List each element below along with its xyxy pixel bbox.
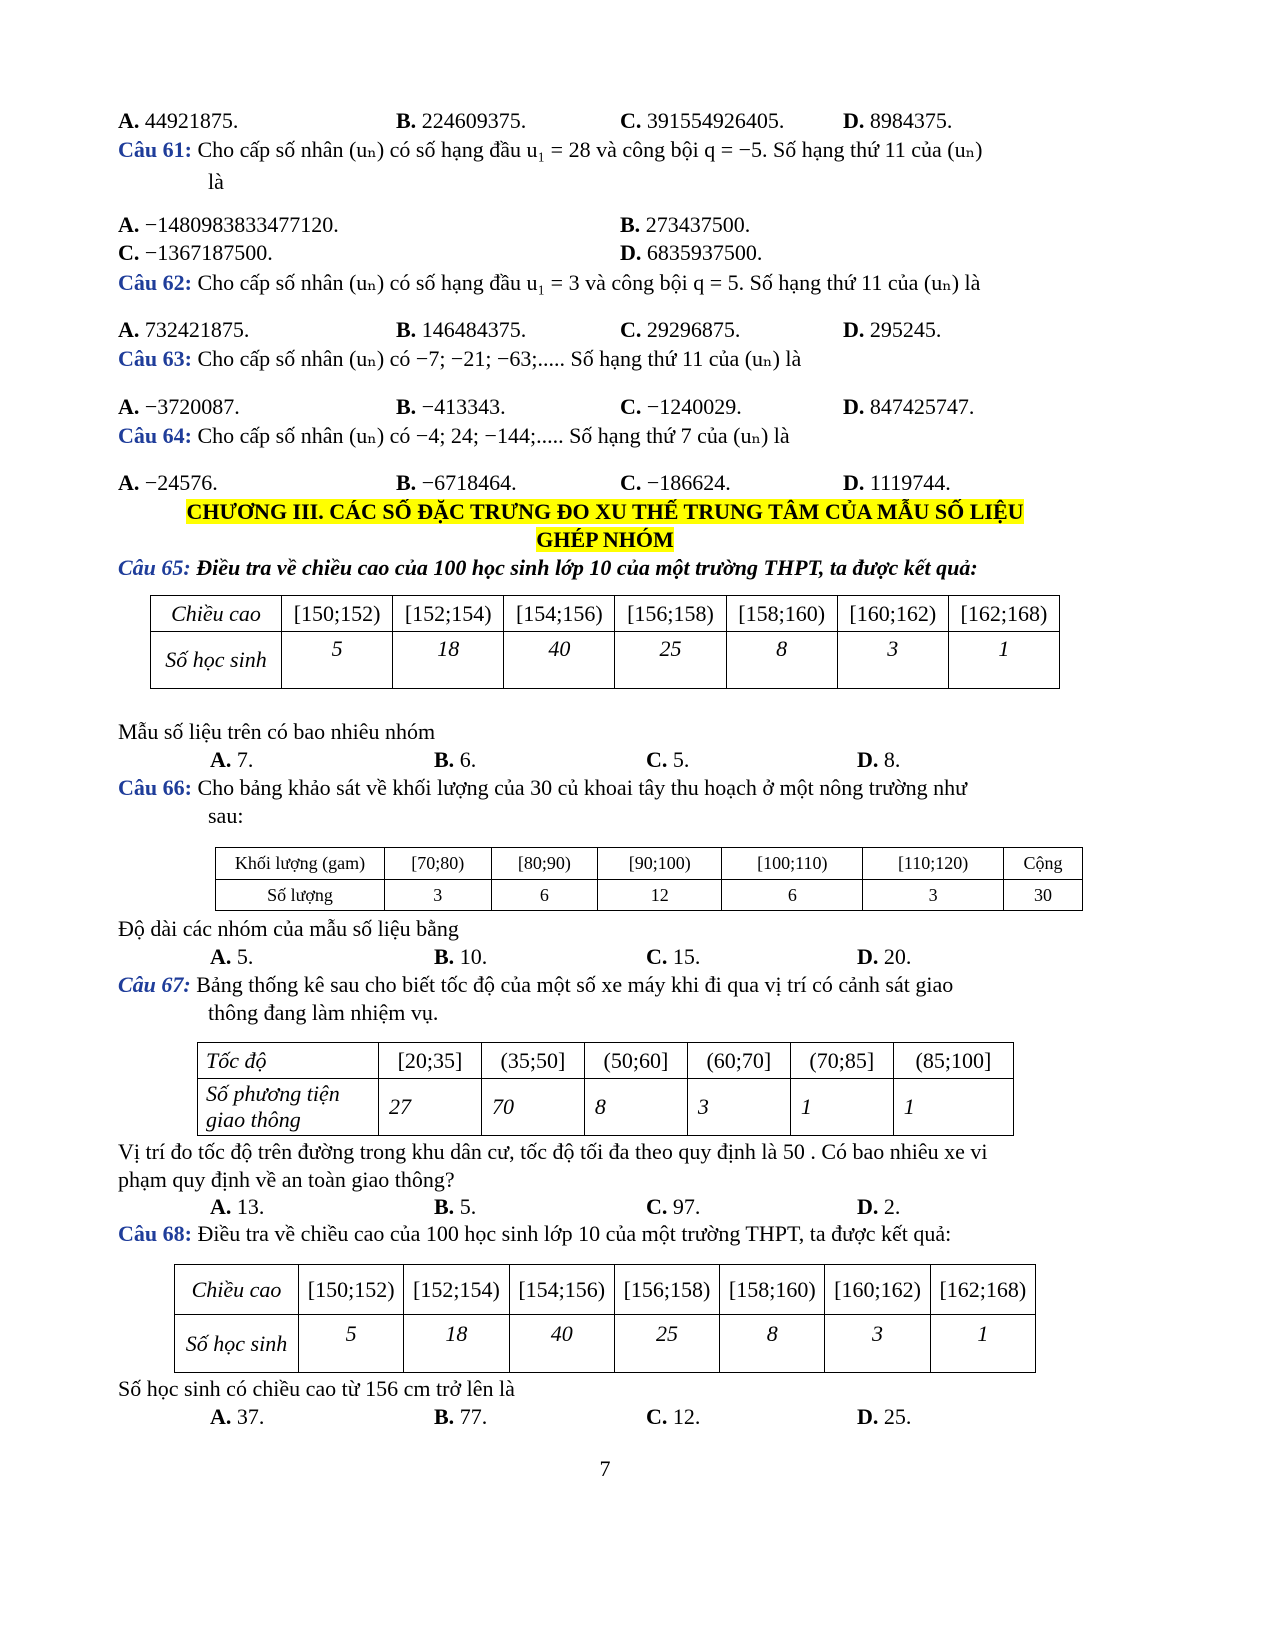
q63-stem: Câu 63: Cho cấp số nhân (uₙ) có −7; −21; −63;..... Số hạng thứ 11 của (uₙ) là: [118, 346, 802, 371]
q68-table-header: Chiều cao: [175, 1265, 299, 1315]
q61-option-d: D. 6835937500.: [620, 240, 763, 265]
q68-col-4: [156;158): [614, 1265, 719, 1315]
q67-val-4: 3: [687, 1079, 790, 1136]
q68-val-6: 3: [825, 1315, 930, 1373]
q65-val-1: 5: [282, 632, 393, 689]
q65-option-c: C. 5.: [646, 747, 690, 772]
q62-stem: Câu 62: Cho cấp số nhân (uₙ) có số hạng đầu u₁ = 3 và công bội q = 5. Số hạng thứ 11 của (uₙ) là: [118, 270, 981, 295]
q66-col-2: [80;90): [491, 848, 598, 880]
q66-col-3: [90;100): [598, 848, 722, 880]
q68-option-d: D. 25.: [857, 1404, 912, 1429]
q64-stem: Câu 64: Cho cấp số nhân (uₙ) có −4; 24; −144;..... Số hạng thứ 7 của (uₙ) là: [118, 423, 790, 448]
q66-table: [215, 847, 1083, 911]
q66-col-1: [70;80): [385, 848, 492, 880]
q60-option-c: C. 391554926405.: [620, 108, 785, 133]
chapter-heading-line1: CHƯƠNG III. CÁC SỐ ĐẶC TRƯNG ĐO XU THẾ TRUNG TÂM CỦA MẪU SỐ LIỆU: [186, 499, 1024, 524]
q66-table-header: Khối lượng (gam): [216, 848, 385, 880]
q61-stem-cont: là: [208, 169, 224, 194]
q61-option-a: A. −1480983833477120.: [118, 212, 339, 237]
q66-val-2: 6: [491, 880, 598, 911]
page-number: 7: [599, 1456, 611, 1481]
q66-stem-cont: sau:: [208, 803, 244, 828]
q64-option-c: C. −186624.: [620, 470, 731, 495]
q67-val-5: 1: [790, 1079, 893, 1136]
q65-option-b: B. 6.: [434, 747, 477, 772]
q68-col-1: [150;152): [299, 1265, 404, 1315]
q64-option-d: D. 1119744.: [843, 470, 951, 495]
q65-val-6: 3: [837, 632, 948, 689]
q68-option-a: A. 37.: [210, 1404, 265, 1429]
chapter-heading-line2: GHÉP NHÓM: [536, 527, 674, 552]
q66-val-5: 3: [863, 880, 1004, 911]
q65-val-3: 40: [504, 632, 615, 689]
q68-option-b: B. 77.: [434, 1404, 488, 1429]
q65-col-4: [156;158): [615, 596, 726, 632]
q66-val-1: 3: [385, 880, 492, 911]
q67-col-5: (70;85]: [790, 1043, 893, 1079]
q63-option-c: C. −1240029.: [620, 394, 742, 419]
q66-col-4: [100;110): [722, 848, 863, 880]
q67-col-1: [20;35]: [379, 1043, 482, 1079]
q67-option-c: C. 97.: [646, 1194, 701, 1219]
q63-option-b: B. −413343.: [396, 394, 506, 419]
q62-option-a: A. 732421875.: [118, 317, 250, 342]
q68-col-7: [162;168): [930, 1265, 1035, 1315]
q65-option-d: D. 8.: [857, 747, 901, 772]
q67-table: [197, 1042, 1014, 1136]
q65-val-2: 18: [393, 632, 504, 689]
q65-col-1: [150;152): [282, 596, 393, 632]
q68-col-2: [152;154): [404, 1265, 509, 1315]
q67-option-d: D. 2.: [857, 1194, 901, 1219]
q67-val-1: 27: [379, 1079, 482, 1136]
q64-option-b: B. −6718464.: [396, 470, 517, 495]
q65-question: Mẫu số liệu trên có bao nhiêu nhóm: [118, 719, 436, 744]
q68-val-4: 25: [614, 1315, 719, 1373]
q60-option-d: D. 8984375.: [843, 108, 953, 133]
q66-val-6: 30: [1003, 880, 1082, 911]
q66-col-5: [110;120): [863, 848, 1004, 880]
q65-col-6: [160;162): [837, 596, 948, 632]
q68-table: [174, 1264, 1036, 1373]
q68-val-5: 8: [720, 1315, 825, 1373]
q65-col-7: [162;168): [948, 596, 1059, 632]
q61-stem: Câu 61: Cho cấp số nhân (uₙ) có số hạng đầu u₁ = 28 và công bội q = −5. Số hạng thứ 11 của (uₙ): [118, 137, 983, 162]
q65-val-4: 25: [615, 632, 726, 689]
q67-row-label: Số phương tiện giao thông: [198, 1079, 379, 1136]
q66-row-label: Số lượng: [216, 880, 385, 911]
q68-col-5: [158;160): [720, 1265, 825, 1315]
q67-val-2: 70: [481, 1079, 584, 1136]
q67-question-line1: Vị trí đo tốc độ trên đường trong khu dân cư, tốc độ tối đa theo quy định là 50 . Có bao nhiêu xe vi: [118, 1139, 988, 1164]
q68-question: Số học sinh có chiều cao từ 156 cm trở lên là: [118, 1376, 515, 1401]
q66-question: Độ dài các nhóm của mẫu số liệu bằng: [118, 916, 459, 941]
q63-option-d: D. 847425747.: [843, 394, 975, 419]
q67-table-header: Tốc độ: [198, 1043, 379, 1079]
q68-col-6: [160;162): [825, 1265, 930, 1315]
q66-val-3: 12: [598, 880, 722, 911]
q60-option-a: A. 44921875.: [118, 108, 239, 133]
q67-question-line2: phạm quy định về an toàn giao thông?: [118, 1167, 455, 1192]
q67-val-6: 1: [893, 1079, 1013, 1136]
q68-val-3: 40: [509, 1315, 614, 1373]
q67-val-3: 8: [584, 1079, 687, 1136]
q65-stem: Câu 65: Điều tra về chiều cao của 100 học sinh lớp 10 của một trường THPT, ta được kết quả:: [118, 555, 978, 580]
q66-option-b: B. 10.: [434, 944, 488, 969]
q65-table: [150, 595, 1060, 689]
q66-option-a: A. 5.: [210, 944, 254, 969]
q65-option-a: A. 7.: [210, 747, 254, 772]
q63-option-a: A. −3720087.: [118, 394, 240, 419]
q65-col-2: [152;154): [393, 596, 504, 632]
q67-col-3: (50;60]: [584, 1043, 687, 1079]
q66-col-6: Cộng: [1003, 848, 1082, 880]
q68-val-1: 5: [299, 1315, 404, 1373]
q65-table-header: Chiều cao: [151, 596, 282, 632]
q66-option-d: D. 20.: [857, 944, 912, 969]
q65-col-3: [154;156): [504, 596, 615, 632]
q67-option-b: B. 5.: [434, 1194, 477, 1219]
q65-val-5: 8: [726, 632, 837, 689]
q67-stem-cont: thông đang làm nhiệm vụ.: [208, 1000, 439, 1025]
q62-option-b: B. 146484375.: [396, 317, 527, 342]
q68-row-label: Số học sinh: [175, 1315, 299, 1373]
q65-col-5: [158;160): [726, 596, 837, 632]
q68-option-c: C. 12.: [646, 1404, 701, 1429]
q62-option-d: D. 295245.: [843, 317, 942, 342]
q65-row-label: Số học sinh: [151, 632, 282, 689]
q66-option-c: C. 15.: [646, 944, 701, 969]
q68-val-2: 18: [404, 1315, 509, 1373]
q67-col-4: (60;70]: [687, 1043, 790, 1079]
q61-option-c: C. −1367187500.: [118, 240, 273, 265]
q68-val-7: 1: [930, 1315, 1035, 1373]
q67-option-a: A. 13.: [210, 1194, 265, 1219]
q68-col-3: [154;156): [509, 1265, 614, 1315]
q67-col-6: (85;100]: [893, 1043, 1013, 1079]
q62-option-c: C. 29296875.: [620, 317, 741, 342]
q67-stem: Câu 67: Bảng thống kê sau cho biết tốc độ của một số xe máy khi đi qua vị trí có cảnh sát giao: [118, 972, 954, 997]
q60-option-b: B. 224609375.: [396, 108, 527, 133]
q64-option-a: A. −24576.: [118, 470, 218, 495]
q66-val-4: 6: [722, 880, 863, 911]
q68-stem: Câu 68: Điều tra về chiều cao của 100 học sinh lớp 10 của một trường THPT, ta được kết quả:: [118, 1221, 952, 1246]
q67-col-2: (35;50]: [481, 1043, 584, 1079]
q65-val-7: 1: [948, 632, 1059, 689]
q61-option-b: B. 273437500.: [620, 212, 751, 237]
q66-stem: Câu 66: Cho bảng khảo sát về khối lượng của 30 củ khoai tây thu hoạch ở một nông trường như: [118, 775, 968, 800]
